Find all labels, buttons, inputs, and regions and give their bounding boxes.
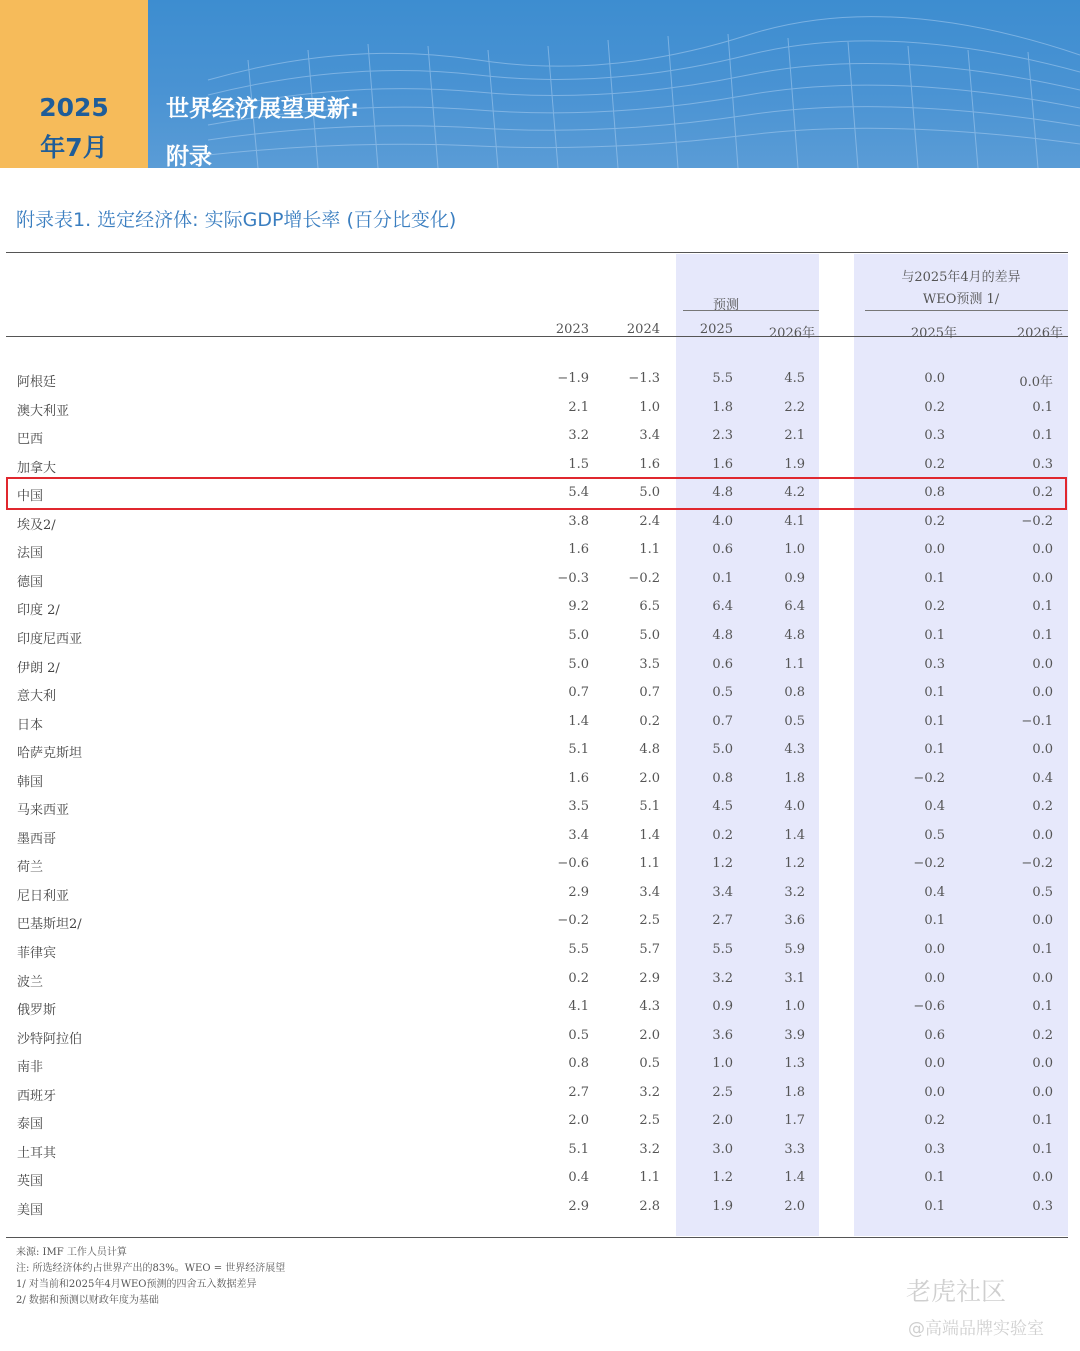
growth-value: 9.2 xyxy=(568,599,589,615)
growth-value: 3.2 xyxy=(568,428,589,444)
growth-value: 0.1 xyxy=(1032,627,1053,643)
growth-value: 0.2 xyxy=(1032,485,1053,501)
growth-value: 0.0 xyxy=(924,970,945,986)
economy-name: 马来西亚 xyxy=(17,803,70,819)
banner-title: 世界经济展望更新: xyxy=(166,96,360,122)
growth-value: 1.1 xyxy=(639,1170,660,1186)
growth-value: −0.3 xyxy=(557,570,589,586)
growth-value: 4.1 xyxy=(568,999,589,1015)
growth-value: 3.2 xyxy=(639,1084,660,1100)
economy-name: 土耳其 xyxy=(17,1145,57,1161)
note-2: 2/ 数据和预测以财政年度为基础 xyxy=(16,1295,159,1306)
growth-value: 0.1 xyxy=(1032,399,1053,415)
growth-value: 0.2 xyxy=(1032,1027,1053,1043)
growth-value: 3.0 xyxy=(712,1141,733,1157)
growth-value: 0.2 xyxy=(924,399,945,415)
table-row xyxy=(0,1056,1080,1084)
economy-name: 埃及2/ xyxy=(17,517,56,533)
table-bottom-rule xyxy=(6,1237,1068,1238)
growth-value: 0.1 xyxy=(924,570,945,586)
economy-name: 墨西哥 xyxy=(17,831,57,847)
highlight-box-china xyxy=(6,477,1067,510)
table-row xyxy=(0,742,1080,770)
growth-value: 0.0 xyxy=(924,1084,945,1100)
growth-value: 2.5 xyxy=(639,1113,660,1129)
growth-value: 0.2 xyxy=(639,713,660,729)
economy-name: 哈萨克斯坦 xyxy=(17,746,83,762)
growth-value: 0.1 xyxy=(924,742,945,758)
growth-value: −0.6 xyxy=(913,999,945,1015)
growth-value: 0.0 xyxy=(1032,827,1053,843)
growth-value: 1.4 xyxy=(639,827,660,843)
growth-value: 1.5 xyxy=(568,456,589,472)
economy-name: 法国 xyxy=(17,546,44,562)
growth-value: 5.4 xyxy=(568,485,589,501)
growth-value: 0.5 xyxy=(639,1056,660,1072)
growth-value: 3.2 xyxy=(784,884,805,900)
growth-value: 2.9 xyxy=(568,1198,589,1214)
growth-value: 1.8 xyxy=(712,399,733,415)
note-1: 1/ 对当前和2025年4月WEO预测的四舍五入数据差异 xyxy=(16,1279,257,1290)
growth-value: 4.3 xyxy=(639,999,660,1015)
growth-value: 0.8 xyxy=(784,685,805,701)
growth-value: 1.0 xyxy=(639,399,660,415)
growth-value: 3.4 xyxy=(712,884,733,900)
growth-value: 0.2 xyxy=(924,599,945,615)
header-banner xyxy=(0,0,1080,168)
growth-value: 0.0 xyxy=(1032,685,1053,701)
growth-value: 2.0 xyxy=(639,1027,660,1043)
growth-value: 0.5 xyxy=(1032,884,1053,900)
growth-value: −0.6 xyxy=(557,856,589,872)
growth-value: 5.5 xyxy=(712,371,733,386)
growth-value: 0.0年 xyxy=(1019,375,1053,390)
economy-name: 中国 xyxy=(17,489,44,505)
table-row xyxy=(0,714,1080,742)
growth-value: 4.5 xyxy=(784,371,805,386)
watermark-handle: @高端品牌实验室 xyxy=(908,1319,1044,1339)
growth-value: 5.5 xyxy=(712,942,733,957)
growth-value: 5.0 xyxy=(568,656,589,672)
economy-name: 俄罗斯 xyxy=(17,1003,57,1019)
table-row xyxy=(0,771,1080,799)
difference-header-line2: WEO预测 1/ xyxy=(922,292,1000,307)
growth-value: 0.2 xyxy=(924,1113,945,1129)
column-header-2026-diff: 2026年 xyxy=(1016,326,1063,341)
table-row xyxy=(0,913,1080,941)
growth-value: 1.2 xyxy=(712,856,733,872)
growth-value: 1.6 xyxy=(568,542,589,558)
difference-subrule xyxy=(865,310,1068,311)
growth-value: 0.3 xyxy=(1032,1198,1053,1214)
growth-value: 0.8 xyxy=(712,770,733,786)
growth-value: 0.6 xyxy=(924,1027,945,1043)
growth-value: 2.3 xyxy=(712,428,733,444)
growth-value: 6.4 xyxy=(784,599,805,615)
growth-value: 2.5 xyxy=(639,913,660,929)
growth-value: 0.4 xyxy=(924,799,945,815)
column-header-2025-forecast: 2025 xyxy=(699,322,733,337)
growth-value: 0.7 xyxy=(568,685,589,701)
growth-value: 1.0 xyxy=(784,999,805,1015)
growth-value: 0.0 xyxy=(1032,656,1053,672)
growth-value: 1.0 xyxy=(784,542,805,558)
growth-value: 3.6 xyxy=(712,1027,733,1043)
growth-value: −0.2 xyxy=(557,913,589,929)
growth-value: 0.1 xyxy=(1032,999,1053,1015)
column-header-2024: 2024 xyxy=(626,322,660,337)
growth-value: 0.2 xyxy=(568,970,589,986)
growth-value: 2.8 xyxy=(639,1198,660,1214)
table-top-rule xyxy=(6,252,1068,253)
table-row xyxy=(0,1142,1080,1170)
growth-value: 3.2 xyxy=(639,1141,660,1157)
mesh-graphic xyxy=(148,0,1080,168)
table-row xyxy=(0,599,1080,627)
table-row xyxy=(0,1170,1080,1198)
growth-value: 1.4 xyxy=(568,713,589,729)
growth-value: 0.3 xyxy=(1032,456,1053,472)
growth-value: 5.0 xyxy=(639,485,660,501)
growth-value: 3.5 xyxy=(639,656,660,672)
growth-value: 3.4 xyxy=(568,827,589,843)
growth-value: 0.5 xyxy=(784,713,805,729)
table-row xyxy=(0,999,1080,1027)
growth-value: 5.1 xyxy=(568,1141,589,1157)
growth-value: 1.1 xyxy=(639,856,660,872)
economy-name: 波兰 xyxy=(17,974,44,990)
growth-value: 0.2 xyxy=(1032,799,1053,815)
watermark-logo: 老虎社区 xyxy=(906,1277,1007,1306)
growth-value: 2.0 xyxy=(568,1113,589,1129)
growth-value: 0.5 xyxy=(924,827,945,843)
table-row xyxy=(0,828,1080,856)
growth-value: 0.1 xyxy=(712,570,733,586)
growth-value: 0.1 xyxy=(924,913,945,929)
growth-value: 0.3 xyxy=(924,656,945,672)
growth-value: 5.1 xyxy=(639,799,660,815)
growth-value: −1.9 xyxy=(557,371,589,386)
growth-value: 0.0 xyxy=(924,371,945,386)
growth-value: 0.0 xyxy=(1032,913,1053,929)
growth-value: 5.7 xyxy=(639,942,660,957)
table-row xyxy=(0,885,1080,913)
growth-value: 5.1 xyxy=(568,742,589,758)
table-row xyxy=(0,542,1080,570)
growth-value: 3.4 xyxy=(639,884,660,900)
growth-value: 0.3 xyxy=(924,428,945,444)
table-row xyxy=(0,799,1080,827)
economy-name: 菲律宾 xyxy=(17,946,57,961)
table-row xyxy=(0,1085,1080,1113)
economy-name: 韩国 xyxy=(17,774,44,790)
growth-value: 0.1 xyxy=(924,1198,945,1214)
growth-value: 1.7 xyxy=(784,1113,805,1129)
growth-value: 3.6 xyxy=(784,913,805,929)
economy-name: 伊朗 2/ xyxy=(17,660,60,676)
growth-value: 4.0 xyxy=(712,513,733,529)
table-row xyxy=(0,1028,1080,1056)
growth-value: 0.7 xyxy=(639,685,660,701)
growth-value: 0.0 xyxy=(924,942,945,957)
growth-value: 4.8 xyxy=(639,742,660,758)
difference-header-line1: 与2025年4月的差异 xyxy=(901,270,1021,285)
economy-name: 泰国 xyxy=(17,1117,44,1133)
table-row xyxy=(0,428,1080,456)
economy-name: 英国 xyxy=(17,1174,44,1190)
growth-value: 1.2 xyxy=(712,1170,733,1186)
economy-name: 德国 xyxy=(17,574,44,590)
growth-value: 3.8 xyxy=(568,513,589,529)
growth-value: 2.9 xyxy=(568,884,589,900)
growth-value: 2.0 xyxy=(639,770,660,786)
economy-name: 日本 xyxy=(17,717,44,733)
growth-value: 4.3 xyxy=(784,742,805,758)
growth-value: 0.1 xyxy=(1032,1113,1053,1129)
year-badge xyxy=(0,0,148,168)
growth-value: 1.8 xyxy=(784,1084,805,1100)
year-label: 2025 xyxy=(39,93,109,122)
growth-value: 0.0 xyxy=(924,542,945,558)
growth-value: 0.5 xyxy=(568,1027,589,1043)
economy-name: 印度 2/ xyxy=(17,603,60,619)
growth-value: 0.6 xyxy=(712,656,733,672)
growth-value: 0.0 xyxy=(924,1056,945,1072)
growth-value: 3.4 xyxy=(639,428,660,444)
growth-value: 2.0 xyxy=(712,1113,733,1129)
growth-value: 1.8 xyxy=(784,770,805,786)
growth-value: 5.5 xyxy=(568,942,589,957)
growth-value: 1.1 xyxy=(639,542,660,558)
growth-value: 3.2 xyxy=(712,970,733,986)
growth-value: 4.2 xyxy=(784,485,805,501)
growth-value: 3.9 xyxy=(784,1027,805,1043)
table-row xyxy=(0,514,1080,542)
economy-name: 阿根廷 xyxy=(17,375,57,390)
growth-value: 0.0 xyxy=(1032,742,1053,758)
growth-value: 2.5 xyxy=(712,1084,733,1100)
table-row xyxy=(0,371,1080,399)
growth-value: 4.8 xyxy=(712,485,733,501)
growth-value: −0.2 xyxy=(913,856,945,872)
growth-value: 4.1 xyxy=(784,513,805,529)
growth-value: 1.6 xyxy=(568,770,589,786)
growth-value: 0.8 xyxy=(924,485,945,501)
growth-value: 1.4 xyxy=(784,827,805,843)
table-title: 附录表1. 选定经济体: 实际GDP增长率 (百分比变化) xyxy=(16,209,457,231)
growth-value: 0.0 xyxy=(1032,570,1053,586)
table-row xyxy=(0,628,1080,656)
growth-value: 0.9 xyxy=(784,570,805,586)
growth-value: −0.2 xyxy=(1021,513,1053,529)
growth-value: 1.2 xyxy=(784,856,805,872)
forecast-header: 预测 xyxy=(712,298,739,313)
table-row xyxy=(0,571,1080,599)
growth-value: 0.0 xyxy=(1032,542,1053,558)
growth-value: 5.0 xyxy=(712,742,733,758)
growth-value: 5.9 xyxy=(784,942,805,957)
economy-name: 尼日利亚 xyxy=(17,888,70,904)
growth-value: 6.5 xyxy=(639,599,660,615)
growth-value: 1.6 xyxy=(712,456,733,472)
growth-value: 0.5 xyxy=(712,685,733,701)
growth-value: 0.3 xyxy=(924,1141,945,1157)
growth-value: 0.1 xyxy=(1032,942,1053,957)
growth-value: 4.0 xyxy=(784,799,805,815)
economy-name: 美国 xyxy=(17,1202,44,1218)
growth-value: 1.1 xyxy=(784,656,805,672)
growth-value: 0.0 xyxy=(1032,1170,1053,1186)
growth-value: 0.6 xyxy=(712,542,733,558)
growth-value: 5.0 xyxy=(639,627,660,643)
table-row xyxy=(0,657,1080,685)
growth-value: 0.1 xyxy=(924,685,945,701)
growth-value: 0.0 xyxy=(1032,970,1053,986)
growth-value: −0.2 xyxy=(913,770,945,786)
growth-value: 0.1 xyxy=(924,713,945,729)
table-row xyxy=(0,1113,1080,1141)
growth-value: 0.7 xyxy=(712,713,733,729)
growth-value: 0.2 xyxy=(712,827,733,843)
economy-name: 西班牙 xyxy=(17,1088,57,1104)
growth-value: 0.2 xyxy=(924,456,945,472)
economy-name: 巴西 xyxy=(17,432,44,448)
growth-value: 2.7 xyxy=(712,913,733,929)
growth-value: 3.1 xyxy=(784,970,805,986)
growth-value: 0.2 xyxy=(924,513,945,529)
banner-title-area xyxy=(148,0,1080,168)
growth-value: −1.3 xyxy=(628,371,660,386)
growth-value: 1.0 xyxy=(712,1056,733,1072)
growth-value: −0.1 xyxy=(1021,713,1053,729)
economy-name: 南非 xyxy=(17,1060,44,1076)
column-header-2026-forecast: 2026年 xyxy=(768,326,815,341)
growth-value: −0.2 xyxy=(1021,856,1053,872)
growth-value: 0.8 xyxy=(568,1056,589,1072)
growth-value: 0.1 xyxy=(924,627,945,643)
growth-value: 0.4 xyxy=(1032,770,1053,786)
table-row xyxy=(0,685,1080,713)
economy-name: 加拿大 xyxy=(17,460,57,476)
table-row xyxy=(0,942,1080,970)
growth-value: 3.3 xyxy=(784,1141,805,1157)
month-label: 年7月 xyxy=(40,133,108,162)
growth-value: 0.1 xyxy=(1032,599,1053,615)
growth-value: 1.4 xyxy=(784,1170,805,1186)
column-header-2025-diff: 2025年 xyxy=(910,326,957,341)
economy-name: 沙特阿拉伯 xyxy=(17,1031,83,1047)
growth-value: 4.8 xyxy=(712,627,733,643)
growth-value: 0.4 xyxy=(924,884,945,900)
growth-value: 1.3 xyxy=(784,1056,805,1072)
growth-value: 6.4 xyxy=(712,599,733,615)
growth-value: 0.4 xyxy=(568,1170,589,1186)
growth-value: 5.0 xyxy=(568,627,589,643)
growth-value: 0.0 xyxy=(1032,1056,1053,1072)
table-row xyxy=(0,971,1080,999)
growth-value: 1.9 xyxy=(712,1198,733,1214)
growth-value: 0.9 xyxy=(712,999,733,1015)
table-row xyxy=(0,856,1080,884)
growth-value: 2.1 xyxy=(568,399,589,415)
growth-value: −0.2 xyxy=(628,570,660,586)
growth-value: 2.9 xyxy=(639,970,660,986)
economy-name: 印度尼西亚 xyxy=(17,631,83,647)
growth-value: 2.7 xyxy=(568,1084,589,1100)
growth-value: 2.1 xyxy=(784,428,805,444)
growth-value: 0.1 xyxy=(1032,1141,1053,1157)
growth-value: 2.0 xyxy=(784,1198,805,1214)
economy-name: 意大利 xyxy=(17,689,57,705)
growth-value: 2.2 xyxy=(784,399,805,415)
economy-name: 巴基斯坦2/ xyxy=(17,917,82,933)
growth-value: 2.4 xyxy=(639,513,660,529)
economy-name: 澳大利亚 xyxy=(17,403,70,419)
growth-value: 3.5 xyxy=(568,799,589,815)
economy-name: 荷兰 xyxy=(17,860,44,876)
growth-value: 0.1 xyxy=(1032,428,1053,444)
banner-subtitle: 附录 xyxy=(166,144,212,170)
growth-value: 1.6 xyxy=(639,456,660,472)
table-row xyxy=(0,1199,1080,1227)
growth-value: 4.8 xyxy=(784,627,805,643)
growth-value: 0.1 xyxy=(924,1170,945,1186)
growth-value: 4.5 xyxy=(712,799,733,815)
note-coverage: 注: 所选经济体约占世界产出的83%。WEO = 世界经济展望 xyxy=(16,1263,286,1274)
growth-value: 1.9 xyxy=(784,456,805,472)
table-row xyxy=(0,400,1080,428)
growth-value: 0.0 xyxy=(1032,1084,1053,1100)
column-header-2023: 2023 xyxy=(555,322,589,337)
note-source: 来源: IMF 工作人员计算 xyxy=(16,1247,127,1258)
